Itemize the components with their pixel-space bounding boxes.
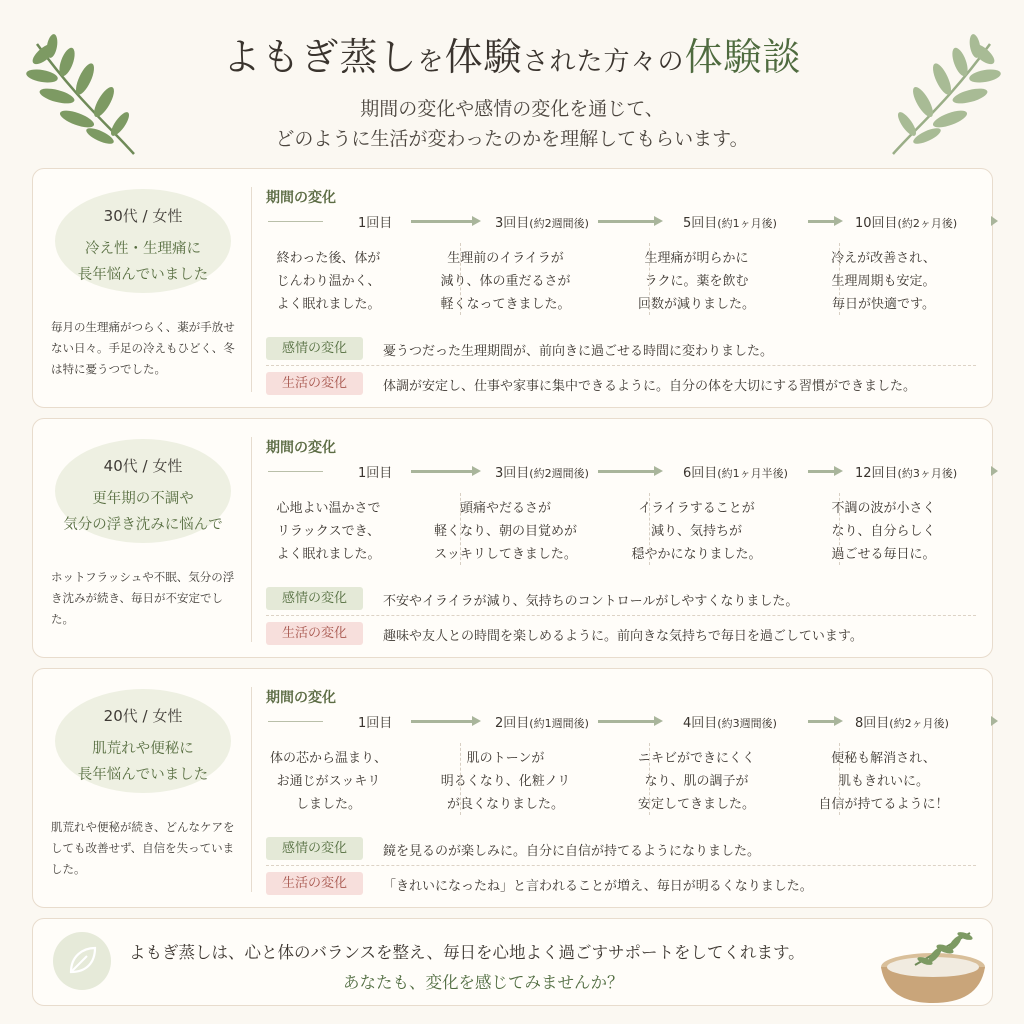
step-description xyxy=(246,247,411,316)
step-description-line: 軽くなってきました。 xyxy=(440,297,571,312)
emotion-change-tag: 感情の変化 xyxy=(266,837,363,860)
step-period: (約1週間後) xyxy=(529,717,589,730)
step-description-line: ラクに。薬を飲む xyxy=(644,274,749,289)
step-description xyxy=(246,747,411,816)
step-label xyxy=(358,462,392,481)
step-description-line: 便秘も解消され、 xyxy=(831,751,936,766)
step-label xyxy=(495,462,589,481)
step-count: 2回目 xyxy=(495,716,530,731)
persona-age: 40代 / 女性 xyxy=(103,457,183,475)
page-title xyxy=(0,26,1024,81)
step-period: (約2ヶ月後) xyxy=(897,217,958,230)
persona-panel xyxy=(33,169,251,407)
step-description-line: 終わった後、体が xyxy=(276,251,381,266)
step-description xyxy=(423,497,588,566)
step-description-line: 穏やかになりました。 xyxy=(631,547,762,562)
step-period: (約2週間後) xyxy=(529,467,589,480)
step-description-line: 生理前のイライラが xyxy=(447,251,564,266)
step-period: (約2ヶ月後) xyxy=(889,717,949,730)
step-description-line: しました。 xyxy=(295,797,361,812)
step-period: (約3ヶ月後) xyxy=(897,467,958,480)
step-description xyxy=(801,247,966,316)
step-count: 12回目 xyxy=(855,466,898,481)
step-description-line: 自信が持てるように！ xyxy=(818,797,949,812)
step-divider xyxy=(460,243,461,315)
step-label xyxy=(683,212,777,231)
life-change-tag: 生活の変化 xyxy=(266,372,363,395)
step-divider xyxy=(649,743,650,815)
step-description xyxy=(801,747,966,816)
step-label xyxy=(495,712,589,731)
step-label xyxy=(855,712,949,731)
step-period: (約2週間後) xyxy=(529,217,589,230)
step-description-line: お通じがスッキリ xyxy=(276,774,381,789)
step-divider xyxy=(460,493,461,565)
emotion-change-tag: 感情の変化 xyxy=(266,587,363,610)
step-description-line: イライラすることが xyxy=(638,501,755,516)
period-label: 期間の変化 xyxy=(266,190,336,206)
persona-concern: 長年悩んでいました xyxy=(77,267,209,283)
step-divider xyxy=(839,743,840,815)
footer-line-2: あなたも、変化を感じてみませんか？ xyxy=(343,973,624,992)
title-part: の xyxy=(657,47,685,77)
step-description-line: 毎日が快適です。 xyxy=(832,297,935,312)
step-description-line: リラックスでき、 xyxy=(276,524,381,539)
arrow-icon xyxy=(991,466,998,476)
step-description-line: 軽くなり、朝の目覚めが xyxy=(433,524,577,539)
step-description-line: 肌もきれいに。 xyxy=(837,774,929,789)
step-label xyxy=(495,212,589,231)
persona-concern: 冷え性・生理痛に xyxy=(85,241,201,257)
step-description xyxy=(614,497,779,566)
arrow-icon xyxy=(808,720,835,723)
step-description-line: 安定してきました。 xyxy=(637,797,755,812)
step-description xyxy=(423,747,588,816)
step-label xyxy=(358,712,392,731)
emotion-change-text: 不安やイライラが減り、気持ちのコントロールがしやすくなりました。 xyxy=(383,594,799,609)
persona-concern: 更年期の不調や xyxy=(92,491,194,507)
leaf-icon xyxy=(53,932,111,990)
life-change-text: 体調が安定し、仕事や家事に集中できるように。自分の体を大切にする習慣ができました。 xyxy=(383,379,917,394)
step-count: 8回目 xyxy=(855,716,890,731)
step-count: 4回目 xyxy=(683,716,718,731)
step-description-line: 冷えが改善され、 xyxy=(831,251,936,266)
step-divider xyxy=(460,743,461,815)
step-label xyxy=(358,212,392,231)
step-description-line: 明るくなり、化粧ノリ xyxy=(440,774,571,789)
header xyxy=(0,0,1024,165)
step-description-line: 不調の波が小さく xyxy=(831,501,936,516)
step-description-line: 心地よい温かさで xyxy=(276,501,381,516)
life-change-tag: 生活の変化 xyxy=(266,872,363,895)
step-description-line: ニキビができにくく xyxy=(637,751,755,766)
step-label xyxy=(683,462,788,481)
step-description xyxy=(614,747,779,816)
step-description-line: スッキリしてきました。 xyxy=(434,547,577,562)
divider xyxy=(266,365,976,366)
title-part: 体験談 xyxy=(684,35,802,79)
emotion-change-text: 憂うつだった生理期間が、前向きに過ごせる時間に変わりました。 xyxy=(383,344,774,359)
step-label xyxy=(855,212,957,231)
timeline-line xyxy=(268,221,323,222)
testimonial-card xyxy=(32,418,993,658)
timeline xyxy=(263,709,983,733)
step-description-line: 減り、気持ちが xyxy=(650,524,742,539)
step-count: 3回目 xyxy=(495,216,530,231)
step-description xyxy=(423,247,588,316)
footer-message xyxy=(32,918,993,1006)
arrow-icon xyxy=(411,470,473,473)
step-description-line: 体の芯から温まり、 xyxy=(269,751,387,766)
emotion-change-tag: 感情の変化 xyxy=(266,337,363,360)
step-description-line: なり、肌の調子が xyxy=(644,774,749,789)
arrow-icon xyxy=(598,220,655,223)
testimonial-card xyxy=(32,168,993,408)
subtitle: どのように生活が変わったのかを理解してもらいます。 xyxy=(275,128,749,150)
step-description-line: 過ごせる毎日に。 xyxy=(831,547,936,562)
life-change-tag: 生活の変化 xyxy=(266,622,363,645)
persona-age: 30代 / 女性 xyxy=(103,207,183,225)
arrow-icon xyxy=(411,220,473,223)
title-part: された方々 xyxy=(522,47,658,77)
timeline xyxy=(263,459,983,483)
step-count: 6回目 xyxy=(683,466,718,481)
step-description-line: じんわり温かく、 xyxy=(276,274,381,289)
persona-age: 20代 / 女性 xyxy=(103,707,183,725)
divider xyxy=(266,865,976,866)
footer-line-1: よもぎ蒸しは、心と体のバランスを整え、毎日を心地よく過ごすサポートをしてくれます。 xyxy=(129,943,805,962)
persona-panel xyxy=(33,419,251,657)
testimonial-card xyxy=(32,668,993,908)
step-count: 1回目 xyxy=(358,216,393,231)
arrow-icon xyxy=(598,720,655,723)
timeline-line xyxy=(268,471,323,472)
subtitle: 期間の変化や感情の変化を通じて、 xyxy=(360,98,664,120)
step-period: (約1ヶ月半後) xyxy=(717,467,788,480)
step-count: 3回目 xyxy=(495,466,530,481)
step-description-line: 肌のトーンが xyxy=(466,751,545,766)
step-description xyxy=(246,497,411,566)
persona-description: 毎月の生理痛がつらく、薬が手放せない日々。手足の冷えもひどく、冬は特に憂うつでした。 xyxy=(51,320,235,376)
period-label: 期間の変化 xyxy=(266,440,336,456)
life-change-text: 趣味や友人との時間を楽しめるように。前向きな気持ちで毎日を過ごしています。 xyxy=(383,629,863,644)
step-description xyxy=(614,247,779,316)
step-description-line: 生理周期も安定。 xyxy=(831,274,936,289)
herb-bowl-icon xyxy=(875,921,993,1005)
arrow-icon xyxy=(598,470,655,473)
step-description-line: 頭痛やだるさが xyxy=(459,501,551,516)
arrow-icon xyxy=(808,220,835,223)
title-part: を xyxy=(417,47,445,77)
persona-concern: 長年悩んでいました xyxy=(77,767,209,783)
step-count: 10回目 xyxy=(855,216,898,231)
step-divider xyxy=(839,243,840,315)
step-divider xyxy=(649,243,650,315)
life-change-text: 「きれいになったね」と言われることが増え、毎日が明るくなりました。 xyxy=(383,879,813,894)
step-description-line: 減り、体の重だるさが xyxy=(440,274,571,289)
step-description xyxy=(801,497,966,566)
arrow-icon xyxy=(808,470,835,473)
period-label: 期間の変化 xyxy=(266,690,336,706)
timeline xyxy=(263,209,983,233)
step-description-line: が良くなりました。 xyxy=(446,797,564,812)
step-description-line: よく眠れました。 xyxy=(276,297,381,312)
persona-concern: 気分の浮き沈みに悩んで xyxy=(63,517,223,533)
title-part: 体験 xyxy=(444,35,523,79)
leaf-icon-badge xyxy=(53,932,111,990)
title-part: よもぎ蒸し xyxy=(222,35,418,79)
step-period: (約1ヶ月後) xyxy=(717,217,777,230)
persona-description: ホットフラッシュや不眠、気分の浮き沈みが続き、毎日が不安定でした。 xyxy=(51,570,235,626)
step-description-line: よく眠れました。 xyxy=(276,547,381,562)
step-description-line: 生理痛が明らかに xyxy=(644,251,749,266)
step-divider xyxy=(649,493,650,565)
step-period: (約3週間後) xyxy=(717,717,777,730)
step-count: 1回目 xyxy=(358,716,393,731)
arrow-icon xyxy=(991,216,998,226)
timeline-line xyxy=(268,721,323,722)
step-description-line: 回数が減りました。 xyxy=(637,297,755,312)
persona-description: 肌荒れや便秘が続き、どんなケアをしても改善せず、自信を失っていました。 xyxy=(51,820,235,876)
arrow-icon xyxy=(411,720,473,723)
emotion-change-text: 鏡を見るのが楽しみに。自分に自信が持てるようになりました。 xyxy=(383,844,761,859)
persona-concern: 肌荒れや便秘に xyxy=(92,741,194,757)
divider xyxy=(266,615,976,616)
arrow-icon xyxy=(991,716,998,726)
step-count: 5回目 xyxy=(683,216,718,231)
step-count: 1回目 xyxy=(358,466,393,481)
step-description-line: なり、自分らしく xyxy=(831,524,936,539)
step-divider xyxy=(839,493,840,565)
step-label xyxy=(855,462,957,481)
step-label xyxy=(683,712,777,731)
persona-panel xyxy=(33,669,251,907)
